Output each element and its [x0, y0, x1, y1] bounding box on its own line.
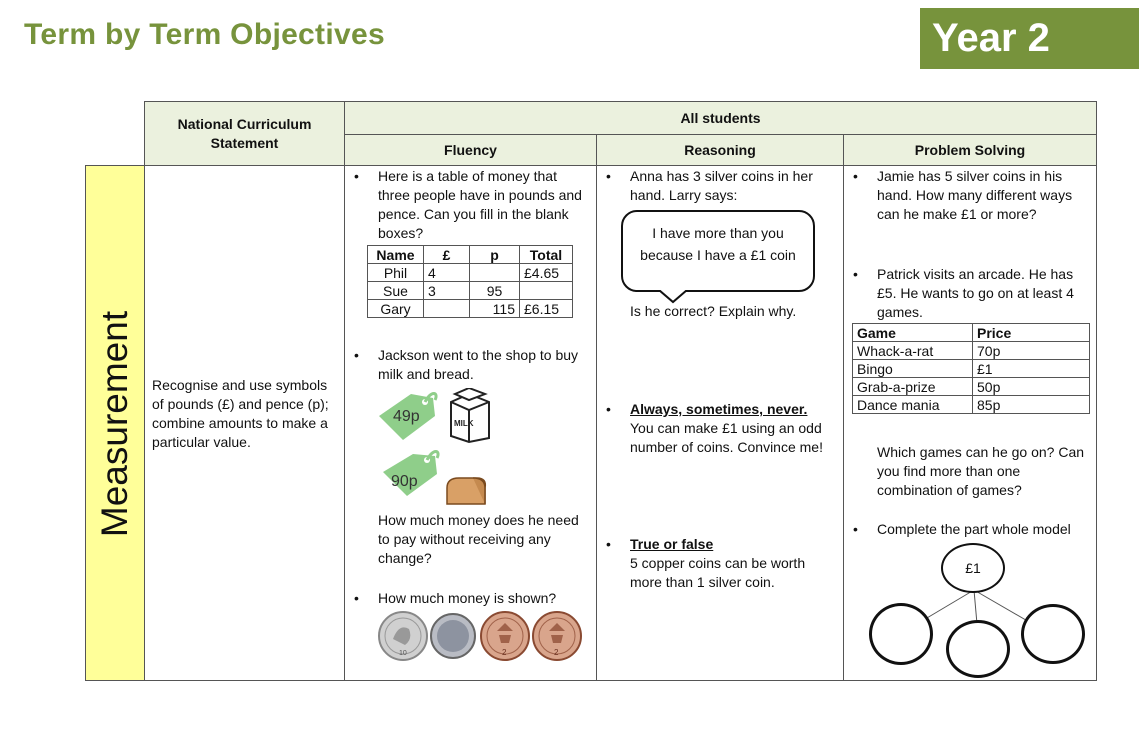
table-header: Price: [973, 324, 1090, 342]
table-cell[interactable]: [424, 300, 470, 318]
year-badge: Year 2: [920, 8, 1139, 69]
bullet: •: [354, 347, 359, 363]
page-title: Term by Term Objectives: [24, 18, 385, 51]
table-cell: Gary: [368, 300, 424, 318]
table-header: p: [470, 246, 520, 264]
statement-text: Recognise and use symbols of pounds (£) and pence (p); combine amounts to make a particular value.: [152, 377, 329, 450]
bullet: •: [354, 168, 359, 184]
reasoning-q2: You can make £1 using an odd number of coins. Convince me!: [630, 420, 823, 455]
whole-value: £1: [965, 560, 981, 576]
reasoning-q1b: Is he correct? Explain why.: [630, 303, 797, 319]
fluency-q2b: How much money does he need to pay without receiving any change?: [378, 512, 579, 566]
bullet: •: [606, 168, 611, 184]
table-row: [853, 342, 1090, 360]
coin-value: 2: [502, 648, 507, 657]
table-row: [853, 360, 1090, 378]
table-cell[interactable]: [470, 264, 520, 282]
table-header: £: [424, 246, 470, 264]
table-header: Name: [368, 246, 424, 264]
table-cell: 4: [424, 264, 470, 282]
fluency-cell: [344, 165, 597, 681]
table-cell: 115: [470, 300, 520, 318]
measurement-label: Measurement: [94, 310, 135, 538]
table-row: [368, 246, 573, 264]
price-tag-icon: [381, 446, 445, 500]
table-row: [853, 324, 1090, 342]
table-cell[interactable]: [520, 282, 573, 300]
problem-q3: Complete the part whole model: [877, 521, 1071, 537]
statement-cell: [144, 165, 345, 681]
reasoning-cell: [596, 165, 844, 681]
table-cell: £4.65: [520, 264, 573, 282]
table-cell: £6.15: [520, 300, 573, 318]
statement-header: [144, 101, 345, 166]
table-row: [368, 282, 573, 300]
speech-bubble: [621, 210, 815, 292]
coin-value: 10: [399, 650, 407, 657]
table-cell: Sue: [368, 282, 424, 300]
problem-header: [843, 134, 1097, 166]
problem-q2: Patrick visits an arcade. He has £5. He wants to go on at least 4 games.: [877, 266, 1074, 320]
fluency-q3: How much money is shown?: [378, 590, 557, 606]
milk-label: MILK: [454, 419, 474, 428]
part-circle-middle[interactable]: [946, 620, 1010, 678]
reasoning-q2-title: Always, sometimes, never.: [630, 401, 808, 417]
reasoning-header: [596, 134, 844, 166]
bullet: •: [606, 401, 611, 417]
coin-value: 2: [554, 648, 559, 657]
reasoning-q1: Anna has 3 silver coins in her hand. Larry says:: [630, 168, 813, 203]
table-cell: £1: [973, 360, 1090, 378]
coins-icon: [377, 609, 585, 663]
bullet: •: [354, 590, 359, 606]
table-cell: Grab-a-prize: [853, 378, 973, 396]
bullet: •: [853, 168, 858, 184]
reasoning-q3: 5 copper coins can be worth more than 1 silver coin.: [630, 555, 806, 590]
fluency-header-text: Fluency: [444, 142, 497, 158]
table-cell: 95: [470, 282, 520, 300]
problem-q1: Jamie has 5 silver coins in his hand. How many different ways can he make £1 or more?: [877, 168, 1073, 222]
table-row: [368, 300, 573, 318]
speech-text: I have more than you because I have a £1 coin: [640, 225, 796, 263]
measurement-sidebar: [85, 165, 145, 681]
bullet: •: [853, 521, 858, 537]
table-cell: Phil: [368, 264, 424, 282]
statement-header-text: National Curriculum Statement: [177, 115, 312, 151]
milk-carton-icon: [445, 388, 495, 444]
table-row: [853, 378, 1090, 396]
price-tag-icon: [375, 388, 445, 442]
table-row: [853, 396, 1090, 414]
table-cell: Dance mania: [853, 396, 973, 414]
games-table: [852, 323, 1090, 414]
fluency-q1: Here is a table of money that three people have in pounds and pence. Can you fill in the blank boxes?: [378, 168, 582, 241]
reasoning-q3-title: True or false: [630, 536, 714, 552]
part-circle-right[interactable]: [1021, 604, 1085, 664]
bullet: •: [606, 536, 611, 552]
problem-cell: [843, 165, 1097, 681]
table-header: Total: [520, 246, 573, 264]
table-cell: 3: [424, 282, 470, 300]
money-table: [367, 245, 573, 318]
milk-price: 49p: [393, 408, 420, 425]
table-cell: 70p: [973, 342, 1090, 360]
bread-price: 90p: [391, 473, 418, 490]
whole-circle: [941, 543, 1005, 593]
problem-header-text: Problem Solving: [914, 142, 1026, 158]
all-students-header: [344, 101, 1097, 135]
table-cell: Bingo: [853, 360, 973, 378]
part-circle-left[interactable]: [869, 603, 933, 665]
bread-icon: [441, 474, 489, 510]
table-header: Game: [853, 324, 973, 342]
table-cell: 85p: [973, 396, 1090, 414]
problem-q2b: Which games can he go on? Can you find more than one combination of games?: [877, 444, 1085, 498]
table-cell: Whack-a-rat: [853, 342, 973, 360]
fluency-q2: Jackson went to the shop to buy milk and bread.: [378, 347, 579, 382]
table-cell: 50p: [973, 378, 1090, 396]
all-students-text: All students: [680, 110, 761, 126]
table-row: [368, 264, 573, 282]
fluency-header: [344, 134, 597, 166]
reasoning-header-text: Reasoning: [684, 142, 756, 158]
bullet: •: [853, 266, 858, 282]
